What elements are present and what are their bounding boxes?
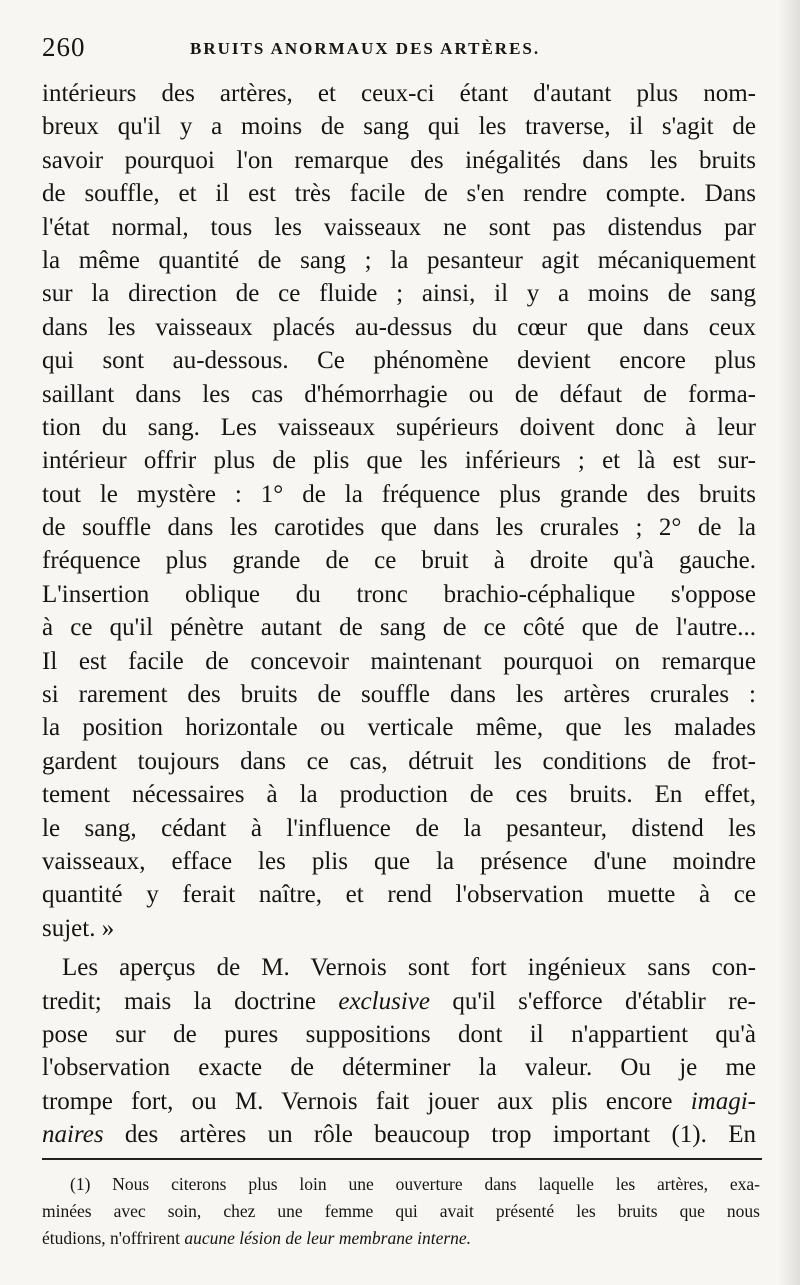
text-line: à ce qu'il pénètre autant de sang de ce côté que de l'autre... <box>42 614 756 642</box>
text-line: de souffle, et il est très facile de s'en rendre compte. Dans <box>42 180 756 208</box>
page-number: 260 <box>42 32 86 62</box>
page-edge-shadow <box>778 0 800 1285</box>
text-line: vaisseaux, efface les plis que la présence d'une moindre <box>42 847 756 875</box>
footnote-rule <box>42 1158 762 1160</box>
text-line: le sang, cédant à l'influence de la pesanteur, distend les <box>42 814 756 842</box>
text-line: pose sur de pures suppositions dont il n'appartient qu'à <box>42 1020 756 1048</box>
text-line: Les aperçus de M. Vernois sont fort ingénieux sans con- <box>62 954 756 982</box>
text-line: saillant dans les cas d'hémorrhagie ou de défaut de forma- <box>42 380 756 408</box>
main-text <box>42 77 756 1152</box>
text-line <box>42 1085 756 1118</box>
text-line: de souffle dans les carotides que dans les crurales ; 2° de la <box>42 514 756 542</box>
text-line: savoir pourquoi l'on remarque des inégalités dans les bruits <box>42 146 756 174</box>
text-line: la même quantité de sang ; la pesanteur agit mécaniquement <box>42 246 756 274</box>
text-run: trompe fort, ou M. Vernois fait jouer aux plis encore <box>42 1087 691 1115</box>
text-line: breux qu'il y a moins de sang qui les traverse, il s'agit de <box>42 113 756 141</box>
footnote <box>42 1171 760 1252</box>
text-line: tement nécessaires à la production de ces bruits. En effet, <box>42 781 756 809</box>
footnote-line: minées avec soin, chez une femme qui avait présenté les bruits que nous <box>42 1201 760 1221</box>
italic-text: imagi- <box>690 1087 756 1115</box>
text-line: tout le mystère : 1° de la fréquence plus grande des bruits <box>42 480 756 508</box>
text-line: sujet. » <box>42 914 115 942</box>
text-line: la position horizontale ou verticale même, que les malades <box>42 714 756 742</box>
text-run: des artères un rôle beaucoup trop important (1). En <box>103 1121 756 1149</box>
text-run: tredit; mais la doctrine <box>42 987 339 1015</box>
text-line: L'insertion oblique du tronc brachio-céphalique s'oppose <box>42 580 756 608</box>
text-line: gardent toujours dans ce cas, détruit les conditions de frot- <box>42 747 756 775</box>
text-line <box>42 1118 756 1151</box>
text-line: sur la direction de ce fluide ; ainsi, il y a moins de sang <box>42 280 756 308</box>
italic-text: naires <box>42 1121 104 1149</box>
text-line: intérieurs des artères, et ceux-ci étant d'autant plus nom- <box>42 80 756 107</box>
running-title: BRUITS ANORMAUX DES ARTÈRES. <box>190 39 541 58</box>
text-line: l'observation exacte de déterminer la valeur. Ou je me <box>42 1054 756 1082</box>
text-line: Il est facile de concevoir maintenant pourquoi on remarque <box>42 647 756 675</box>
footnote-line <box>42 1225 760 1252</box>
italic-text: aucune lésion de leur membrane interne. <box>184 1228 472 1248</box>
italic-text: exclusive <box>338 987 430 1015</box>
text-line: fréquence plus grande de ce bruit à droite qu'à gauche. <box>42 547 756 575</box>
text-run: qu'il s'efforce d'établir re- <box>429 987 756 1015</box>
paragraph-2 <box>42 951 756 1151</box>
text-line: si rarement des bruits de souffle dans les artères crurales : <box>42 681 756 709</box>
footnote-line: (1) Nous citerons plus loin une ouverture dans laquelle les artères, exa- <box>70 1174 760 1194</box>
text-line: quantité y ferait naître, et rend l'observation muette à ce <box>42 881 756 909</box>
text-line: l'état normal, tous les vaisseaux ne sont pas distendus par <box>42 213 756 241</box>
paragraph-1 <box>42 77 756 945</box>
page-header <box>42 32 770 68</box>
text-line <box>42 985 756 1018</box>
text-line: tion du sang. Les vaisseaux supérieurs doivent donc à leur <box>42 413 756 441</box>
text-line: qui sont au-dessous. Ce phénomène devient encore plus <box>42 347 756 375</box>
text-line: dans les vaisseaux placés au-dessus du cœur que dans ceux <box>42 313 756 341</box>
text-run: étudions, n'offrirent <box>42 1228 185 1248</box>
text-line: intérieur offrir plus de plis que les inférieurs ; et là est sur- <box>42 447 756 475</box>
